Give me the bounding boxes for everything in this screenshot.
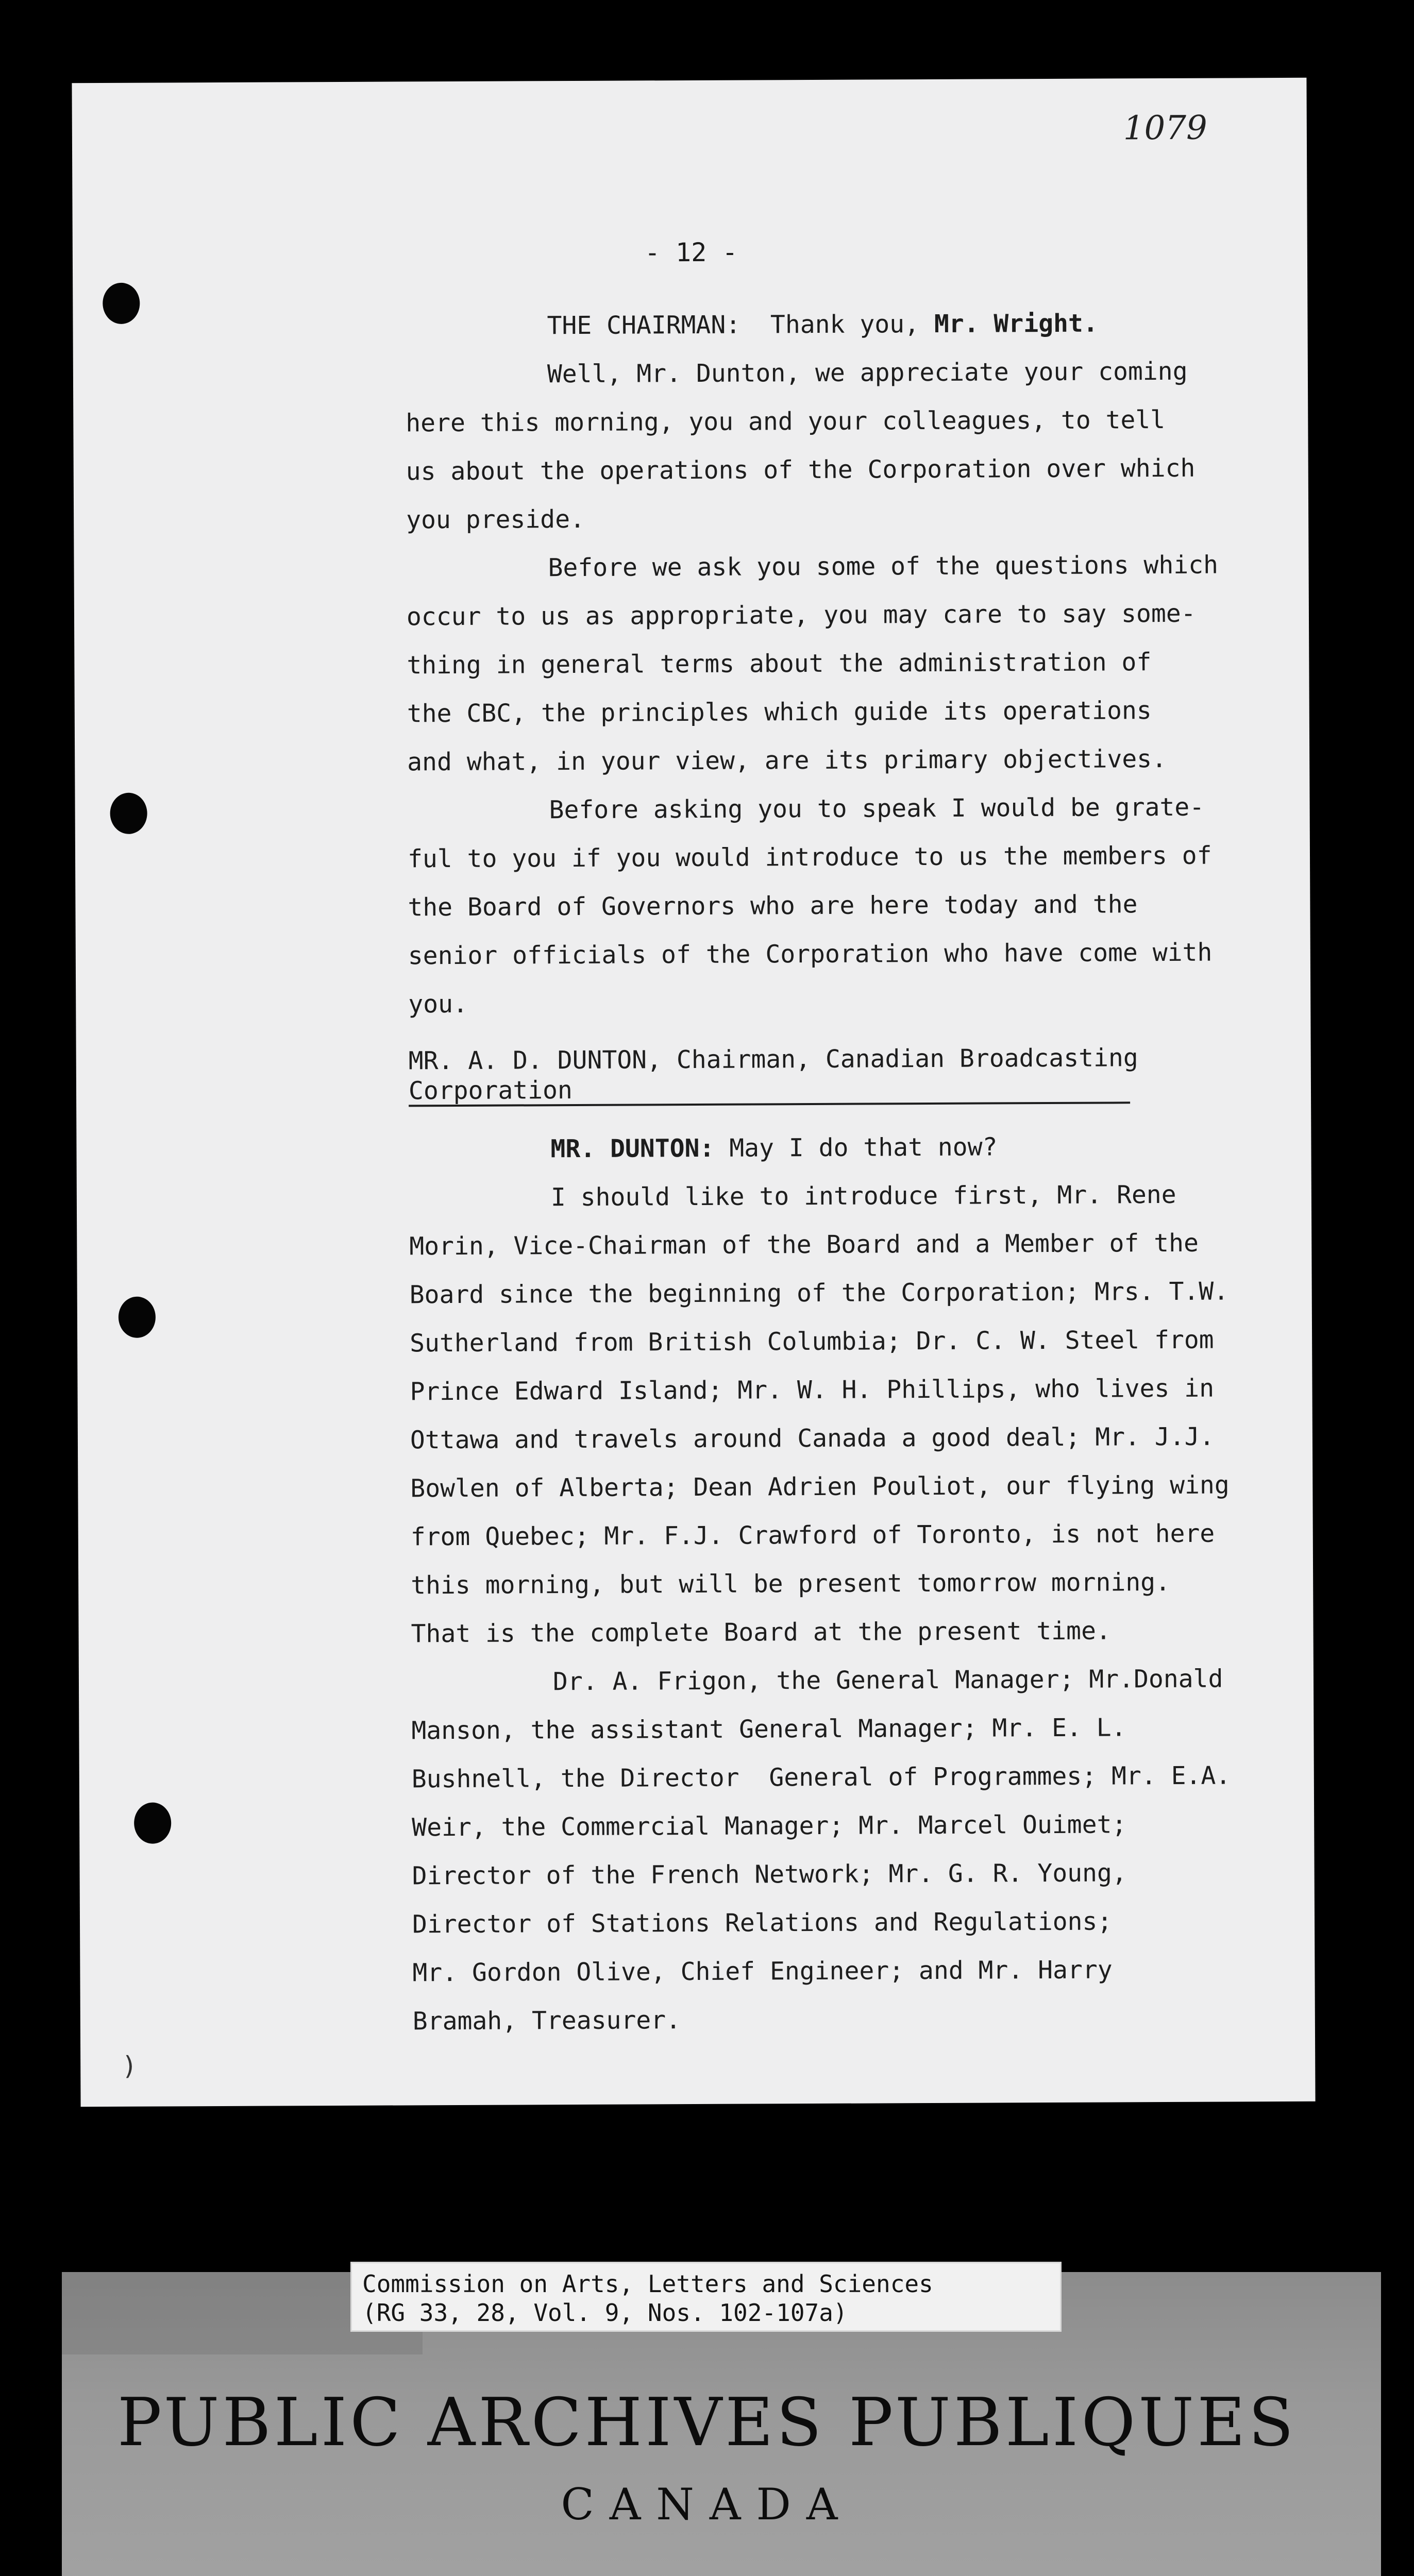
text-line: That is the complete Board at the present time. [411, 1616, 1111, 1649]
label-line: (RG 33, 28, Vol. 9, Nos. 102-107a) [362, 2299, 848, 2327]
text-line: from Quebec; Mr. F.J. Crawford of Toronto, is not here [410, 1519, 1215, 1552]
text-line: the Board of Governors who are here today and the [408, 890, 1138, 922]
text-line: thing in general terms about the administration of [407, 648, 1152, 680]
text-line: Sutherland from British Columbia; Dr. C. W. Steel from [409, 1325, 1214, 1358]
text-line: you preside. [406, 504, 585, 535]
archive-title: PUBLIC ARCHIVES PUBLIQUES [117, 2384, 1297, 2461]
text-line: here this morning, you and your colleagues, to tell [406, 405, 1166, 438]
text-line: Prince Edward Island; Mr. W. H. Phillips, who lives in [410, 1374, 1215, 1406]
text-line: Mr. Gordon Olive, Chief Engineer; and Mr. Harry [412, 1955, 1113, 1988]
text-line: Bramah, Treasurer. [412, 2006, 681, 2036]
page-number: - 12 - [644, 237, 738, 268]
text-line: Weir, the Commercial Manager; Mr. Marcel Ouimet; [412, 1810, 1127, 1842]
text-line: the CBC, the principles which guide its operations [407, 696, 1152, 728]
wright-name: Mr. Wright. [934, 309, 1098, 338]
text-line: occur to us as appropriate, you may care to say some- [406, 599, 1196, 632]
text-line: Director of Stations Relations and Regulations; [412, 1907, 1113, 1939]
label-line: Commission on Arts, Letters and Sciences [362, 2270, 933, 2298]
text-line: Before asking you to speak I would be grate- [549, 792, 1205, 825]
text-line: Bushnell, the Director General of Programmes; Mr. E.A. [411, 1761, 1231, 1794]
chairman-line [405, 298, 1281, 350]
text-line: ful to you if you would introduce to us the members of [407, 841, 1212, 874]
transcript-body [405, 298, 1289, 2045]
paragraph [409, 1170, 1287, 1658]
dunton-question: May I do that now? [714, 1132, 998, 1163]
text-line: I should like to introduce first, Mr. Rene [550, 1180, 1176, 1212]
text-line: Bowlen of Alberta; Dean Adrien Pouliot, our flying wing [410, 1470, 1230, 1503]
text-line: Ottawa and travels around Canada a good deal; Mr. J.J. [410, 1422, 1215, 1455]
text-line: Director of the French Network; Mr. G. R. Young, [412, 1858, 1127, 1891]
text-line: Well, Mr. Dunton, we appreciate your coming [547, 357, 1188, 389]
paragraph [411, 1654, 1289, 2045]
punch-hole [103, 283, 140, 324]
speaker-heading [409, 1042, 1285, 1107]
speaker-label: THE CHAIRMAN: [547, 310, 741, 341]
punch-hole [119, 1297, 156, 1338]
heading-line: MR. A. D. DUNTON, Chairman, Canadian Broadcasting [408, 1043, 1138, 1076]
text-line: Morin, Vice-Chairman of the Board and a Member of the [409, 1228, 1199, 1261]
archive-country: CANADA [561, 2479, 853, 2530]
archive-reference-label [350, 2262, 1062, 2332]
paragraph [407, 783, 1284, 1028]
text-line: us about the operations of the Corporation over which [406, 453, 1196, 486]
folio-number: 1079 [1123, 109, 1207, 148]
text-line: this morning, but will be present tomorrow morning. [411, 1567, 1171, 1600]
text-line: and what, in your view, are its primary objectives. [407, 744, 1167, 777]
heading-line: Corporation [408, 1076, 573, 1106]
text-line: Board since the beginning of the Corporation; Mrs. T.W. [409, 1277, 1229, 1310]
text-line: you. [408, 989, 468, 1019]
paragraph [406, 347, 1283, 544]
text-line: Manson, the assistant General Manager; Mr. E. L. [411, 1713, 1126, 1745]
dunton-line [409, 1122, 1285, 1174]
chairman-thanks: Thank you, [740, 309, 934, 340]
text-line: Before we ask you some of the questions which [548, 550, 1219, 583]
punch-hole [110, 793, 147, 834]
text-line: Dr. A. Frigon, the General Manager; Mr.Donald [552, 1664, 1223, 1697]
document-page [72, 78, 1315, 2107]
margin-mark: ) [122, 2050, 138, 2081]
punch-hole [134, 1802, 171, 1843]
paragraph [406, 540, 1283, 786]
speaker-label: MR. DUNTON: [550, 1133, 715, 1164]
text-line: senior officials of the Corporation who have come with [408, 938, 1213, 971]
